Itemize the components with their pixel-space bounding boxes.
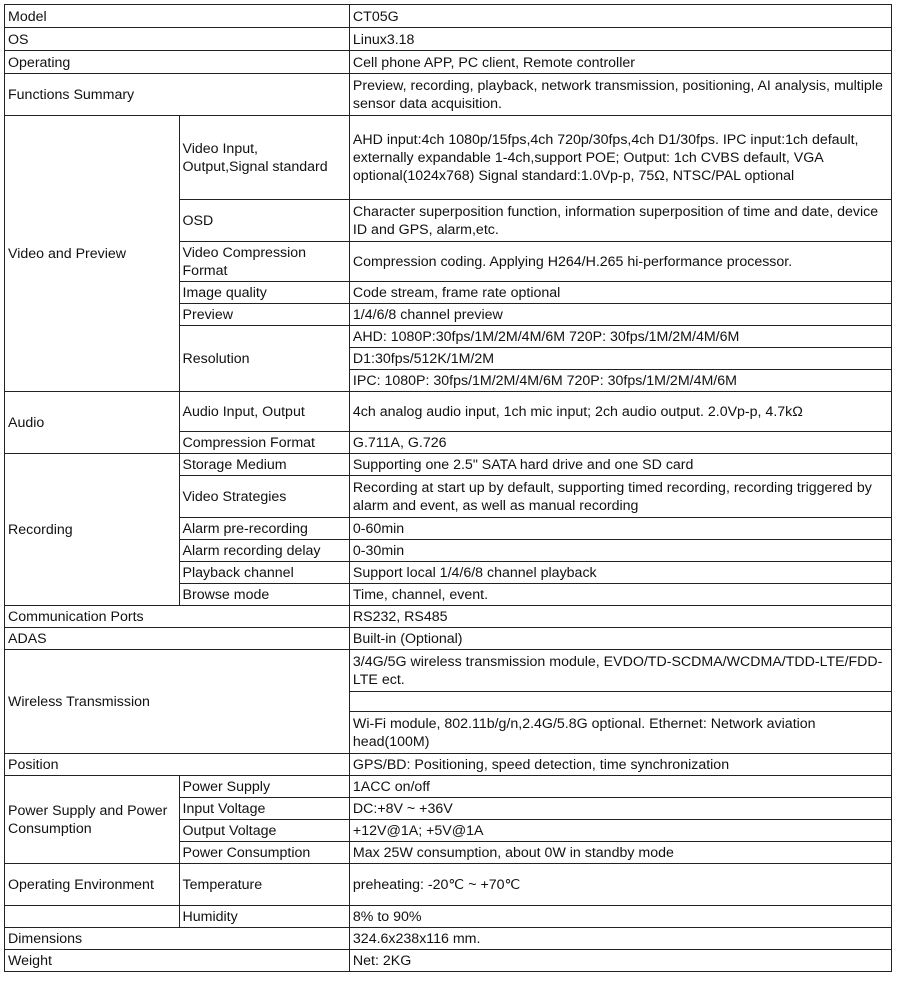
row-value: AHD: 1080P:30fps/1M/2M/4M/6M 720P: 30fps/1M/2M/4M/6M bbox=[349, 326, 891, 348]
row-value: Built-in (Optional) bbox=[349, 628, 891, 650]
row-sublabel: OSD bbox=[179, 200, 349, 242]
row-value: D1:30fps/512K/1M/2M bbox=[349, 348, 891, 370]
row-sublabel: Temperature bbox=[179, 864, 349, 906]
row-value: RS232, RS485 bbox=[349, 606, 891, 628]
row-label: Operating bbox=[5, 51, 350, 74]
table-row bbox=[5, 906, 892, 928]
row-value: AHD input:4ch 1080p/15fps,4ch 720p/30fps,4ch D1/30fps. IPC input:1ch default, externally expandable 1-4ch,support POE; Output: 1ch CVBS default, VGA optional(1024x768) Signal standard:1.0Vp-p, 75Ω, NTSC/PAL optional bbox=[349, 116, 891, 200]
row-value: GPS/BD: Positioning, speed detection, time synchronization bbox=[349, 754, 891, 776]
row-value: Supporting one 2.5" SATA hard drive and one SD card bbox=[349, 454, 891, 476]
table-row bbox=[5, 51, 892, 74]
row-value: Max 25W consumption, about 0W in standby mode bbox=[349, 842, 891, 864]
row-sublabel: Audio Input, Output bbox=[179, 392, 349, 432]
row-label: OS bbox=[5, 28, 350, 51]
section-label: Operating Environment bbox=[5, 864, 180, 906]
row-label: Position bbox=[5, 754, 350, 776]
row-value: Compression coding. Applying H264/H.265 hi-performance processor. bbox=[349, 242, 891, 282]
row-sublabel: Video Input, Output,Signal standard bbox=[179, 116, 349, 200]
row-value: DC:+8V ~ +36V bbox=[349, 798, 891, 820]
section-label: Video and Preview bbox=[5, 116, 180, 392]
row-value: Cell phone APP, PC client, Remote controller bbox=[349, 51, 891, 74]
row-sublabel: Alarm pre-recording bbox=[179, 518, 349, 540]
row-sublabel: Video Strategies bbox=[179, 476, 349, 518]
row-sublabel: Alarm recording delay bbox=[179, 540, 349, 562]
section-label: Power Supply and Power Consumption bbox=[5, 776, 180, 864]
row-sublabel: Browse mode bbox=[179, 584, 349, 606]
row-label: Weight bbox=[5, 950, 350, 972]
row-sublabel: Output Voltage bbox=[179, 820, 349, 842]
table-row bbox=[5, 74, 892, 116]
row-value: Net: 2KG bbox=[349, 950, 891, 972]
row-value: Time, channel, event. bbox=[349, 584, 891, 606]
row-label: Model bbox=[5, 5, 350, 28]
row-value: IPC: 1080P: 30fps/1M/2M/4M/6M 720P: 30fps/1M/2M/4M/6M bbox=[349, 370, 891, 392]
section-label: Audio bbox=[5, 392, 180, 454]
row-value: 0-30min bbox=[349, 540, 891, 562]
row-value: Support local 1/4/6/8 channel playback bbox=[349, 562, 891, 584]
row-value: Recording at start up by default, supporting timed recording, recording triggered by alarm and event, as well as manual recording bbox=[349, 476, 891, 518]
spec-table bbox=[4, 4, 892, 972]
table-row bbox=[5, 392, 892, 432]
row-value: 1/4/6/8 channel preview bbox=[349, 304, 891, 326]
empty-cell bbox=[5, 906, 180, 928]
row-value: 3/4G/5G wireless transmission module, EVDO/TD-SCDMA/WCDMA/TDD-LTE/FDD-LTE ect. bbox=[349, 650, 891, 692]
table-row bbox=[5, 5, 892, 28]
row-sublabel: Input Voltage bbox=[179, 798, 349, 820]
row-sublabel: Playback channel bbox=[179, 562, 349, 584]
row-label: Communication Ports bbox=[5, 606, 350, 628]
row-value: 0-60min bbox=[349, 518, 891, 540]
row-label: Dimensions bbox=[5, 928, 350, 950]
row-sublabel: Power Supply bbox=[179, 776, 349, 798]
row-value: Preview, recording, playback, network transmission, positioning, AI analysis, multiple sensor data acquisition. bbox=[349, 74, 891, 116]
row-label: Functions Summary bbox=[5, 74, 350, 116]
row-sublabel: Preview bbox=[179, 304, 349, 326]
row-value: 4ch analog audio input, 1ch mic input; 2ch audio output. 2.0Vp-p, 4.7kΩ bbox=[349, 392, 891, 432]
row-sublabel: Humidity bbox=[179, 906, 349, 928]
table-row bbox=[5, 628, 892, 650]
row-value: Code stream, frame rate optional bbox=[349, 282, 891, 304]
row-value: Linux3.18 bbox=[349, 28, 891, 51]
row-sublabel: Resolution bbox=[179, 326, 349, 392]
row-value: Character superposition function, information superposition of time and date, device ID and GPS, alarm,etc. bbox=[349, 200, 891, 242]
row-sublabel: Compression Format bbox=[179, 432, 349, 454]
row-value: preheating: -20℃ ~ +70℃ bbox=[349, 864, 891, 906]
row-label: ADAS bbox=[5, 628, 350, 650]
row-sublabel: Storage Medium bbox=[179, 454, 349, 476]
row-sublabel: Image quality bbox=[179, 282, 349, 304]
row-value bbox=[349, 692, 891, 712]
section-label: Recording bbox=[5, 454, 180, 606]
row-value: Wi-Fi module, 802.11b/g/n,2.4G/5.8G optional. Ethernet: Network aviation head(100M) bbox=[349, 712, 891, 754]
row-value: G.711A, G.726 bbox=[349, 432, 891, 454]
table-row bbox=[5, 606, 892, 628]
row-sublabel: Video Compression Format bbox=[179, 242, 349, 282]
row-label: Wireless Transmission bbox=[5, 650, 350, 754]
row-value: CT05G bbox=[349, 5, 891, 28]
table-row bbox=[5, 28, 892, 51]
table-row bbox=[5, 116, 892, 200]
row-value: +12V@1A; +5V@1A bbox=[349, 820, 891, 842]
table-row bbox=[5, 928, 892, 950]
table-row bbox=[5, 776, 892, 798]
row-sublabel: Power Consumption bbox=[179, 842, 349, 864]
table-row bbox=[5, 864, 892, 906]
row-value: 324.6x238x116 mm. bbox=[349, 928, 891, 950]
table-row bbox=[5, 454, 892, 476]
table-row bbox=[5, 650, 892, 692]
table-row bbox=[5, 754, 892, 776]
row-value: 8% to 90% bbox=[349, 906, 891, 928]
table-row bbox=[5, 950, 892, 972]
row-value: 1ACC on/off bbox=[349, 776, 891, 798]
